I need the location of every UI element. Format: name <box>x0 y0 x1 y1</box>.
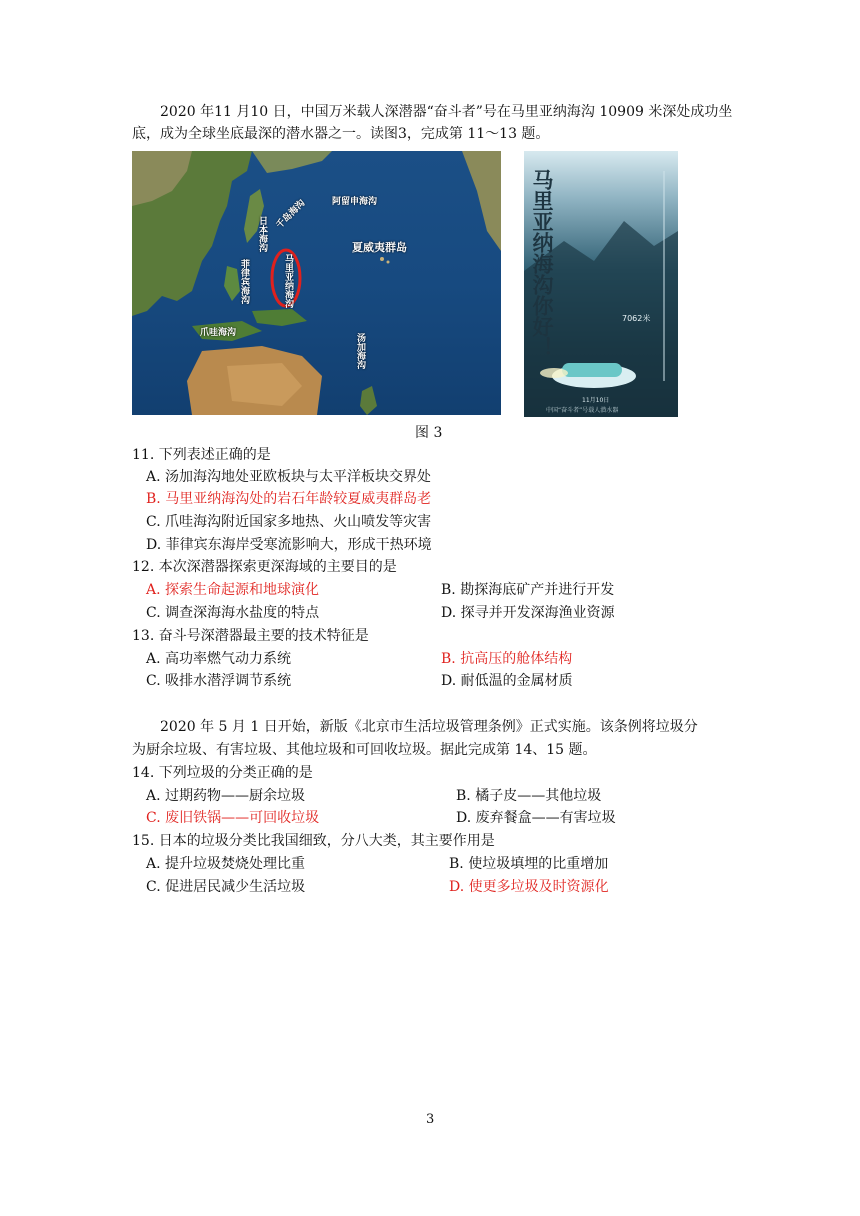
q13-stem: 13. 奋斗号深潜器最主要的技术特征是 <box>132 628 369 644</box>
q15-option-c: C. 促进居民减少生活垃圾 <box>146 879 306 895</box>
q11-option-b: B. 马里亚纳海沟处的岩石年龄较夏威夷群岛老 <box>146 491 432 507</box>
intro2-line2: 为厨余垃圾、有害垃圾、其他垃圾和可回收垃圾。据此完成第 14、15 题。 <box>132 742 597 758</box>
poster-depth: 7062米 <box>622 314 651 323</box>
pacific-trench-map <box>132 151 501 415</box>
q12-option-d: D. 探寻并开发深海渔业资源 <box>441 605 615 621</box>
q11-option-c: C. 爪哇海沟附近国家多地热、火山喷发等灾害 <box>146 514 432 530</box>
intro2-line1: 2020 年 5 月 1 日开始，新版《北京市生活垃圾管理条例》正式实施。该条例将垃圾分 <box>160 719 698 735</box>
q11-option-a: A. 汤加海沟地处亚欧板块与太平洋板块交界处 <box>146 469 432 485</box>
q13-option-b: B. 抗高压的舱体结构 <box>441 651 573 667</box>
q14-option-c: C. 废旧铁锅——可回收垃圾 <box>146 810 320 826</box>
q12-option-b: B. 勘探海底矿产并进行开发 <box>441 582 615 598</box>
poster-date: 11月10日 <box>582 397 610 404</box>
poster-title: 马里亚纳海沟你好！ <box>530 169 554 358</box>
japan-trench-label: 日本海沟 <box>257 216 267 252</box>
hawaii-label: 夏威夷群岛 <box>352 241 407 254</box>
figure-caption: 图 3 <box>415 425 443 441</box>
q15-stem: 15. 日本的垃圾分类比我国细致，分八大类，其主要作用是 <box>132 833 495 849</box>
q15-option-b: B. 使垃圾填埋的比重增加 <box>449 856 609 872</box>
q12-option-c: C. 调查深海海水盐度的特点 <box>146 605 320 621</box>
q11-stem: 11. 下列表述正确的是 <box>132 447 271 463</box>
q14-stem: 14. 下列垃圾的分类正确的是 <box>132 765 313 781</box>
mariana-label: 马里亚纳海沟 <box>283 254 293 308</box>
q13-option-a: A. 高功率燃气动力系统 <box>146 651 292 667</box>
q14-option-a: A. 过期药物——厨余垃圾 <box>146 788 306 804</box>
q11-option-d: D. 菲律宾东海岸受寒流影响大，形成干热环境 <box>146 537 432 553</box>
q12-option-a: A. 探索生命起源和地球演化 <box>146 582 320 598</box>
mariana-poster <box>524 151 678 417</box>
aleutian-label: 阿留申海沟 <box>332 197 378 207</box>
q13-option-d: D. 耐低温的金属材质 <box>441 673 573 689</box>
java-label: 爪哇海沟 <box>200 328 237 338</box>
intro1-line1: 2020 年11 月10 日，中国万米载人深潜器“奋斗者”号在马里亚纳海沟 10909 米深处成功坐 <box>160 104 733 120</box>
page-number: 3 <box>426 1112 435 1127</box>
q14-option-d: D. 废弃餐盒——有害垃圾 <box>456 810 616 826</box>
poster-footer: 中国“奋斗者”号载人潜水器 <box>546 407 619 414</box>
kuril-label: 千岛海沟 <box>274 198 308 231</box>
q12-stem: 12. 本次深潜器探索更深海域的主要目的是 <box>132 559 397 575</box>
q15-option-a: A. 提升垃圾焚烧处理比重 <box>146 856 306 872</box>
q13-option-c: C. 吸排水潜浮调节系统 <box>146 673 292 689</box>
q15-option-d: D. 使更多垃圾及时资源化 <box>449 879 609 895</box>
tonga-label: 汤加海沟 <box>355 333 365 369</box>
philippine-label: 菲律宾海沟 <box>239 259 249 304</box>
q14-option-b: B. 橘子皮——其他垃圾 <box>456 788 602 804</box>
intro1-line2: 底，成为全球坐底最深的潜水器之一。读图3，完成第 11～13 题。 <box>132 126 550 142</box>
